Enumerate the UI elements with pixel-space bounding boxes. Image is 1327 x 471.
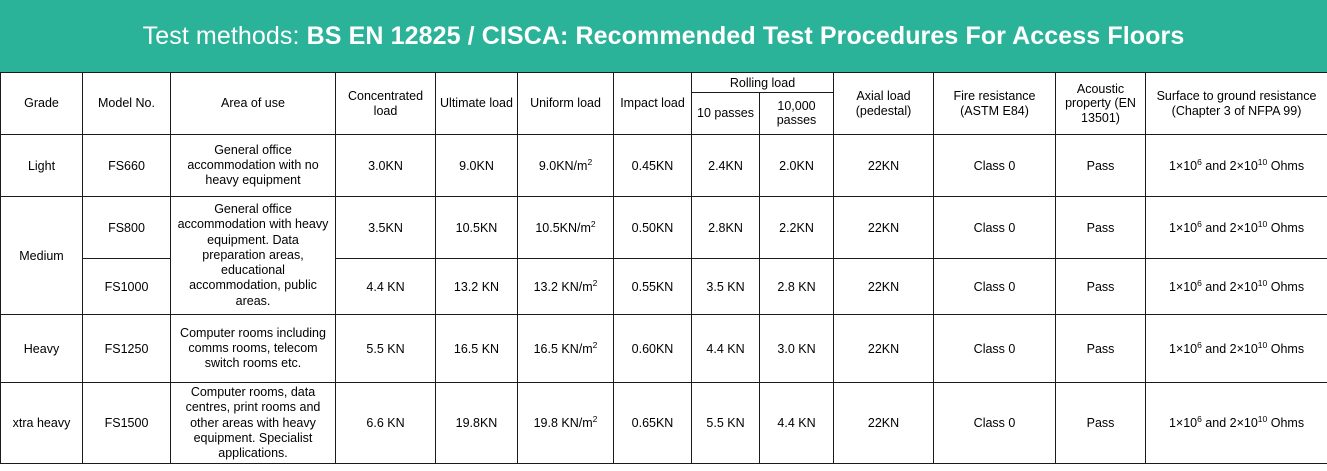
cell-grade: xtra heavy xyxy=(1,383,83,464)
col-header-area-of-use: Area of use xyxy=(171,73,336,135)
cell-rolling-10: 4.4 KN xyxy=(692,315,760,383)
cell-fire-resistance: Class 0 xyxy=(934,135,1056,197)
cell-concentrated-load: 4.4 KN xyxy=(336,259,436,315)
cell-rolling-10000: 2.0KN xyxy=(760,135,834,197)
cell-axial-load: 22KN xyxy=(834,315,934,383)
res-exponent-2: 10 xyxy=(1257,156,1268,167)
col-header-axial-load: Axial load (pedestal) xyxy=(834,73,934,135)
cell-concentrated-load: 6.6 KN xyxy=(336,383,436,464)
res-middle: and 2×10 xyxy=(1201,279,1258,294)
cell-model: FS1250 xyxy=(83,315,171,383)
col-header-model-no: Model No. xyxy=(83,73,171,135)
res-exponent-2: 10 xyxy=(1257,413,1268,424)
col-header-rolling-10-passes: 10 passes xyxy=(692,93,760,135)
res-prefix: 1×10 xyxy=(1168,341,1198,356)
cell-grade: Medium xyxy=(1,197,83,315)
cell-ultimate-load: 9.0KN xyxy=(436,135,518,197)
cell-ultimate-load: 10.5KN xyxy=(436,197,518,259)
cell-ultimate-load: 16.5 KN xyxy=(436,315,518,383)
cell-impact-load: 0.45KN xyxy=(614,135,692,197)
cell-surface-resistance xyxy=(1146,315,1327,383)
res-exponent-2: 10 xyxy=(1257,277,1268,288)
res-exponent-2: 10 xyxy=(1257,339,1268,350)
cell-fire-resistance: Class 0 xyxy=(934,197,1056,259)
cell-grade: Heavy xyxy=(1,315,83,383)
cell-impact-load: 0.50KN xyxy=(614,197,692,259)
res-prefix: 1×10 xyxy=(1168,416,1198,431)
col-header-uniform-load: Uniform load xyxy=(518,73,614,135)
res-exponent-1: 6 xyxy=(1197,156,1202,167)
cell-axial-load: 22KN xyxy=(834,197,934,259)
cell-ultimate-load: 13.2 KN xyxy=(436,259,518,315)
res-prefix: 1×10 xyxy=(1168,279,1198,294)
col-header-rolling-10000-passes: 10,000 passes xyxy=(760,93,834,135)
cell-rolling-10000: 2.2KN xyxy=(760,197,834,259)
cell-fire-resistance: Class 0 xyxy=(934,383,1056,464)
cell-rolling-10000: 2.8 KN xyxy=(760,259,834,315)
res-exponent-1: 6 xyxy=(1197,413,1202,424)
table-row xyxy=(1,383,1327,464)
cell-model: FS1000 xyxy=(83,259,171,315)
cell-uniform-load-value: 10.5KN/m xyxy=(535,220,591,235)
cell-uniform-load-exponent: 2 xyxy=(590,218,596,229)
col-header-grade: Grade xyxy=(1,73,83,135)
cell-axial-load: 22KN xyxy=(834,259,934,315)
cell-area-of-use: Computer rooms including comms rooms, telecom switch rooms etc. xyxy=(171,315,336,383)
res-suffix: Ohms xyxy=(1267,220,1305,235)
cell-axial-load: 22KN xyxy=(834,383,934,464)
cell-surface-resistance xyxy=(1146,135,1327,197)
col-header-acoustic-property: Acoustic property (EN 13501) xyxy=(1056,73,1146,135)
cell-impact-load: 0.60KN xyxy=(614,315,692,383)
cell-uniform-load xyxy=(518,135,614,197)
res-middle: and 2×10 xyxy=(1201,341,1258,356)
cell-uniform-load-exponent: 2 xyxy=(592,277,598,288)
cell-surface-resistance xyxy=(1146,259,1327,315)
col-header-ultimate-load: Ultimate load xyxy=(436,73,518,135)
cell-uniform-load-value: 16.5 KN/m xyxy=(533,341,593,356)
cell-area-of-use: Computer rooms, data centres, print rooms and other areas with heavy equipment. Specialist applications. xyxy=(171,383,336,464)
cell-uniform-load-exponent: 2 xyxy=(592,413,598,424)
cell-rolling-10000: 4.4 KN xyxy=(760,383,834,464)
res-middle: and 2×10 xyxy=(1201,158,1258,173)
col-header-surface-resistance: Surface to ground resistance (Chapter 3 of NFPA 99) xyxy=(1146,73,1327,135)
cell-acoustic-property: Pass xyxy=(1056,315,1146,383)
res-exponent-2: 10 xyxy=(1257,218,1268,229)
banner-standard: BS EN 12825 / CISCA: Recommended Test Procedures For Access Floors xyxy=(306,21,1185,50)
res-exponent-1: 6 xyxy=(1197,339,1202,350)
table-row xyxy=(1,135,1327,197)
cell-axial-load: 22KN xyxy=(834,135,934,197)
cell-rolling-10: 5.5 KN xyxy=(692,383,760,464)
cell-concentrated-load: 5.5 KN xyxy=(336,315,436,383)
cell-concentrated-load: 3.0KN xyxy=(336,135,436,197)
col-header-fire-resistance: Fire resistance (ASTM E84) xyxy=(934,73,1056,135)
test-methods-banner xyxy=(0,0,1327,72)
banner-text xyxy=(143,22,1185,51)
cell-uniform-load xyxy=(518,315,614,383)
load-spec-table xyxy=(0,72,1327,464)
cell-acoustic-property: Pass xyxy=(1056,135,1146,197)
res-prefix: 1×10 xyxy=(1168,220,1198,235)
table-row xyxy=(1,197,1327,259)
cell-fire-resistance: Class 0 xyxy=(934,315,1056,383)
cell-uniform-load-value: 19.8 KN/m xyxy=(533,416,593,431)
res-middle: and 2×10 xyxy=(1201,220,1258,235)
cell-uniform-load-exponent: 2 xyxy=(587,156,593,167)
cell-surface-resistance xyxy=(1146,383,1327,464)
cell-acoustic-property: Pass xyxy=(1056,259,1146,315)
cell-impact-load: 0.65KN xyxy=(614,383,692,464)
cell-model: FS660 xyxy=(83,135,171,197)
cell-uniform-load xyxy=(518,197,614,259)
cell-impact-load: 0.55KN xyxy=(614,259,692,315)
cell-model: FS1500 xyxy=(83,383,171,464)
cell-area-of-use: General office accommodation with heavy equipment. Data preparation areas, educational accommodation, public areas. xyxy=(171,197,336,315)
cell-concentrated-load: 3.5KN xyxy=(336,197,436,259)
cell-rolling-10: 3.5 KN xyxy=(692,259,760,315)
cell-area-of-use: General office accommodation with no heavy equipment xyxy=(171,135,336,197)
res-suffix: Ohms xyxy=(1267,416,1305,431)
cell-uniform-load-value: 13.2 KN/m xyxy=(533,279,593,294)
col-header-rolling-load: Rolling load xyxy=(692,73,834,93)
cell-acoustic-property: Pass xyxy=(1056,383,1146,464)
banner-prefix: Test methods: xyxy=(142,21,307,50)
cell-acoustic-property: Pass xyxy=(1056,197,1146,259)
res-suffix: Ohms xyxy=(1267,341,1305,356)
cell-rolling-10: 2.8KN xyxy=(692,197,760,259)
col-header-concentrated-load: Concentrated load xyxy=(336,73,436,135)
cell-uniform-load xyxy=(518,383,614,464)
cell-uniform-load-value: 9.0KN/m xyxy=(538,158,588,173)
cell-uniform-load xyxy=(518,259,614,315)
table-row xyxy=(1,315,1327,383)
cell-ultimate-load: 19.8KN xyxy=(436,383,518,464)
res-suffix: Ohms xyxy=(1267,158,1305,173)
res-exponent-1: 6 xyxy=(1197,218,1202,229)
res-suffix: Ohms xyxy=(1267,279,1305,294)
cell-surface-resistance xyxy=(1146,197,1327,259)
cell-fire-resistance: Class 0 xyxy=(934,259,1056,315)
cell-uniform-load-exponent: 2 xyxy=(592,339,598,350)
cell-grade: Light xyxy=(1,135,83,197)
res-middle: and 2×10 xyxy=(1201,416,1258,431)
res-prefix: 1×10 xyxy=(1168,158,1198,173)
res-exponent-1: 6 xyxy=(1197,277,1202,288)
col-header-impact-load: Impact load xyxy=(614,73,692,135)
cell-model: FS800 xyxy=(83,197,171,259)
table-header-row xyxy=(1,73,1327,93)
cell-rolling-10000: 3.0 KN xyxy=(760,315,834,383)
cell-rolling-10: 2.4KN xyxy=(692,135,760,197)
